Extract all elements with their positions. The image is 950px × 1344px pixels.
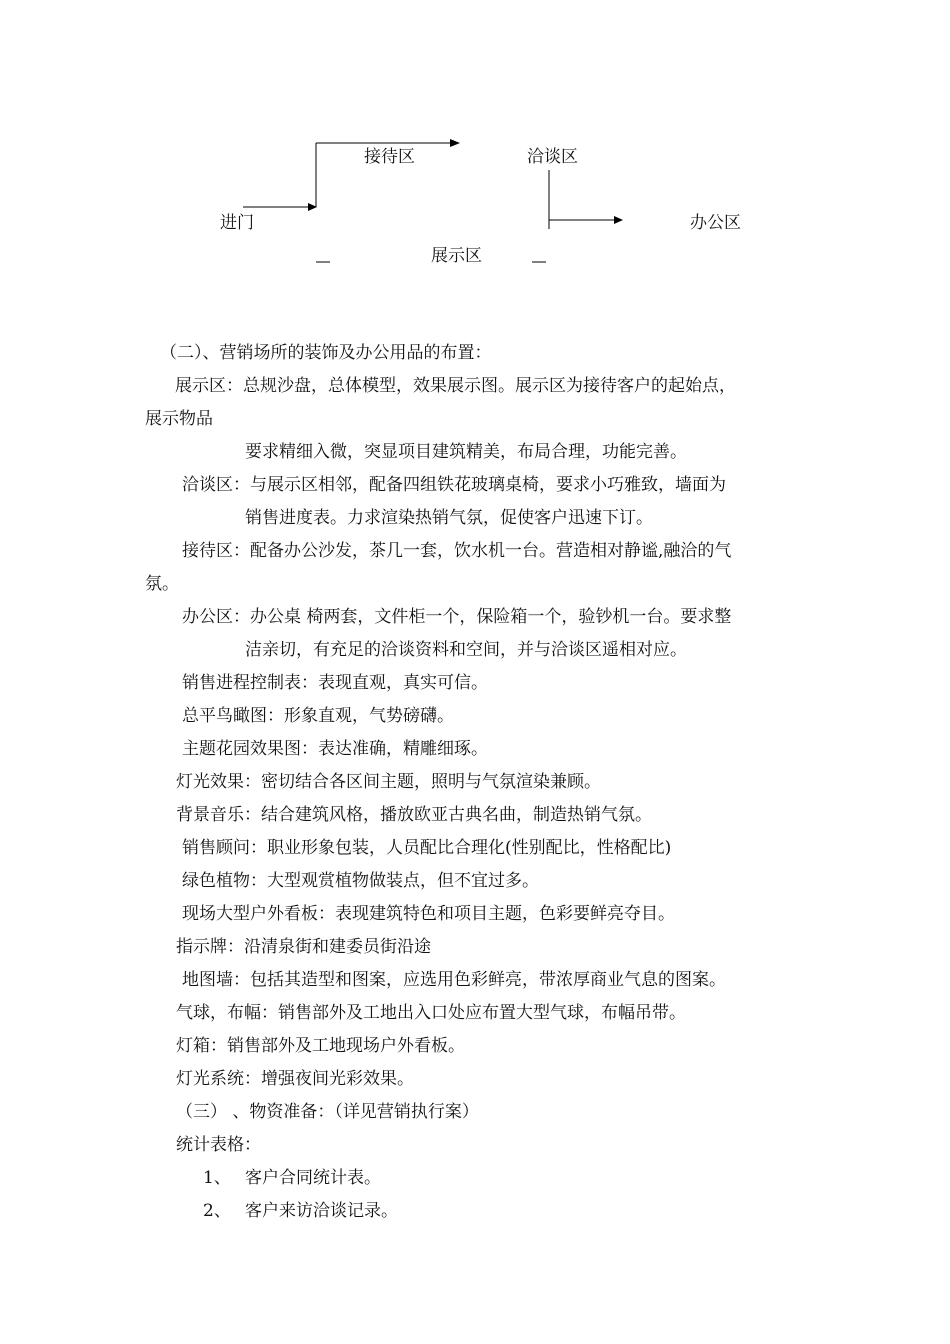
arrowhead-reception bbox=[450, 139, 460, 147]
negotiation-line-1: 洽谈区：与展示区相邻，配备四组铁花玻璃桌椅，要求小巧雅致，墙面为 bbox=[182, 475, 726, 495]
display-area-line-1: 展示区：总规沙盘，总体模型，效果展示图。展示区为接待客户的起始点， bbox=[175, 376, 736, 396]
item-garden-rendering: 主题花园效果图：表达准确，精雕细琢。 bbox=[182, 739, 488, 759]
item-map-wall: 地图墙：包括其造型和图案，应选用色彩鲜亮，带浓厚商业气息的图案。 bbox=[182, 970, 726, 990]
node-office: 办公区 bbox=[690, 213, 741, 233]
node-entrance: 进门 bbox=[220, 213, 254, 233]
section2-heading: （二）、营销场所的装饰及办公用品的布置： bbox=[160, 343, 492, 363]
item-green-plants: 绿色植物：大型观赏植物做装点，但不宜过多。 bbox=[182, 871, 539, 891]
item-lighting: 灯光效果：密切结合各区间主题，照明与气氛渲染兼顾。 bbox=[176, 772, 601, 792]
reception-line-1: 接待区：配备办公沙发，茶几一套，饮水机一台。营造相对静谧,融洽的气 bbox=[182, 541, 732, 561]
negotiation-line-2: 销售进度表。力求渲染热销气氛，促使客户迅速下订。 bbox=[245, 508, 653, 528]
list-number: 1、 bbox=[203, 1168, 231, 1188]
item-balloons: 气球，布幅：销售部外及工地出入口处应布置大型气球，布幅吊带。 bbox=[176, 1003, 686, 1023]
item-lightbox: 灯箱：销售部外及工地现场户外看板。 bbox=[176, 1036, 465, 1056]
office-line-1: 办公区：办公桌 椅两套，文件柜一个，保险箱一个，验钞机一台。要求整 bbox=[182, 607, 732, 627]
list-number: 2、 bbox=[203, 1201, 231, 1221]
arrowhead-office bbox=[614, 216, 623, 224]
node-negotiation: 洽谈区 bbox=[527, 147, 578, 167]
item-sales-progress: 销售进程控制表：表现直观，真实可信。 bbox=[182, 673, 488, 693]
item-music: 背景音乐：结合建筑风格，播放欧亚古典名曲，制造热销气氛。 bbox=[176, 805, 652, 825]
item-aerial-view: 总平鸟瞰图：形象直观，气势磅礴。 bbox=[182, 706, 454, 726]
office-line-2: 洁亲切，有充足的洽谈资料和空间，并与洽谈区遥相对应。 bbox=[245, 640, 687, 660]
list-item: 客户合同统计表。 bbox=[245, 1168, 381, 1188]
tables-label: 统计表格： bbox=[176, 1135, 261, 1155]
list-item: 客户来访洽谈记录。 bbox=[245, 1201, 398, 1221]
display-area-line-2: 展示物品 bbox=[145, 409, 213, 429]
node-display: 展示区 bbox=[431, 246, 482, 266]
section3-heading: （三） 、物资准备：（详见营销执行案） bbox=[176, 1102, 479, 1122]
node-reception: 接待区 bbox=[364, 147, 415, 167]
item-billboard: 现场大型户外看板：表现建筑特色和项目主题，色彩要鲜亮夺目。 bbox=[182, 904, 675, 924]
reception-line-2: 氛。 bbox=[145, 574, 179, 594]
display-area-line-3: 要求精细入微，突显项目建筑精美，布局合理，功能完善。 bbox=[245, 442, 687, 462]
item-lighting-system: 灯光系统：增强夜间光彩效果。 bbox=[176, 1069, 414, 1089]
item-signage: 指示牌：沿清泉街和建委员街沿途 bbox=[176, 937, 431, 957]
item-sales-consultant: 销售顾问：职业形象包装，人员配比合理化(性别配比，性格配比) bbox=[182, 838, 672, 858]
